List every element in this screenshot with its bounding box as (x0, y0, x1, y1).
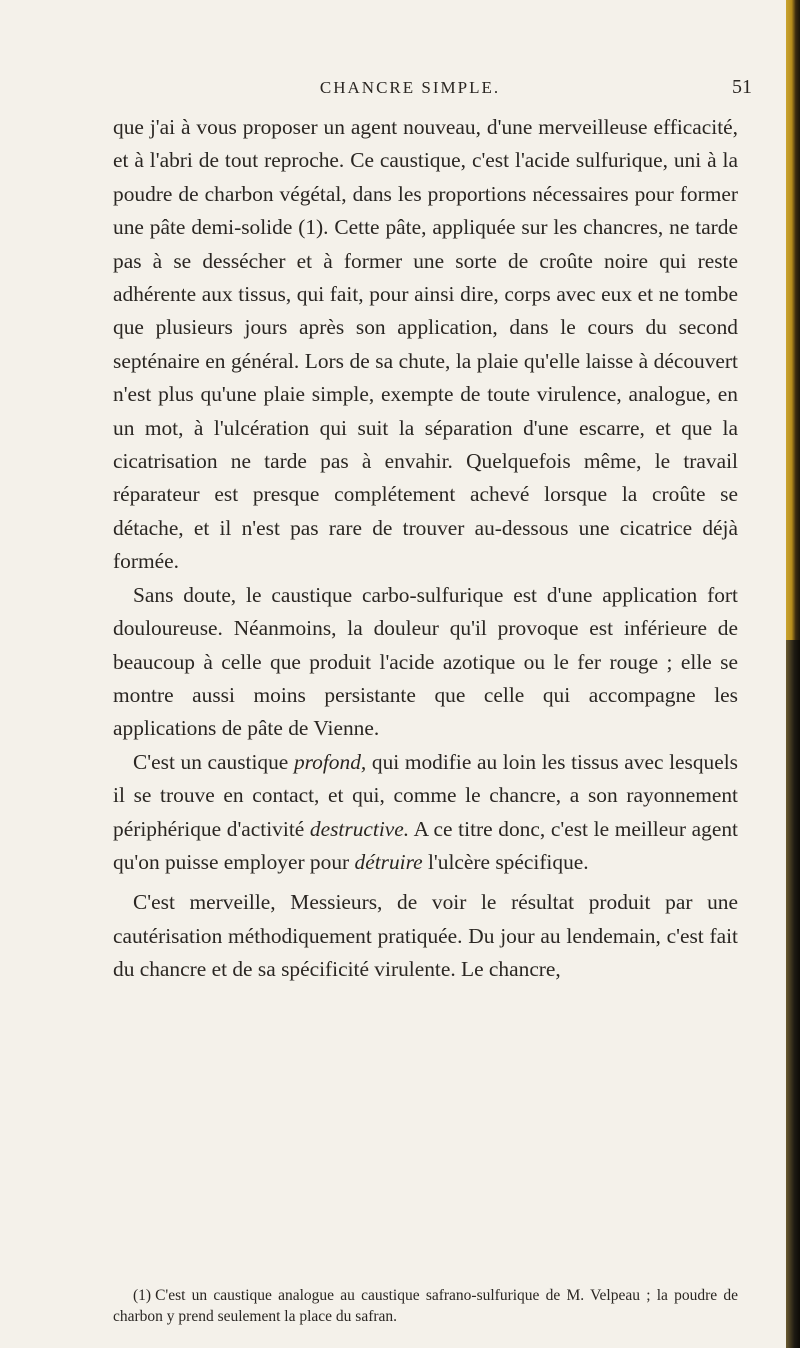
paragraph-2 (113, 579, 738, 746)
paragraph-3-text-mid2: A ce titre donc, c'est le meilleur agent qu'on puisse employer pour (113, 816, 738, 874)
paragraph-3-text-start: C'est un caustique (133, 749, 294, 774)
footnote-text: C'est un caustique analogue au caustique safrano-sulfurique de M. Velpeau ; la poudre de charbon y prend seulement la place du safran. (113, 1287, 738, 1325)
paragraph-2-text: Sans doute, le caustique carbo-sulfurique est d'une application fort douloureuse. Néanmoins, la douleur qu'il provoque est inférieure de beaucoup à celle que produit l'acide azotique ou le fer rouge ; elle se montre aussi moins persistante que celle qui accompagne les applications de pâte de Vienne. (113, 582, 738, 741)
body-text (113, 111, 738, 987)
emphasis-profond: profond, (293, 749, 367, 774)
emphasis-detruire: détruire (354, 849, 423, 874)
emphasis-destructive: destructive. (309, 816, 410, 841)
footnote-label: (1) (133, 1287, 152, 1304)
paragraph-3-text-mid1: qui modifie au loin les tissus avec lesquels il se trouve en contact, et qui, comme le chancre, a son rayonnement périphérique d'activité (113, 749, 738, 841)
paragraph-4 (113, 886, 738, 986)
paragraph-1-text: que j'ai à vous proposer un agent nouveau, d'une merveilleuse efficacité, et à l'abri de tout reproche. Ce caustique, c'est l'acide sulfurique, uni à la poudre de charbon végétal, dans les proportions nécessaires pour former une pâte demi-solide (1). Cette pâte, appliquée sur les chancres, ne tarde pas à se dessécher et à former une sorte de croûte noire qui reste adhérente aux tissus, qui fait, pour ainsi dire, corps avec eux et ne tombe que plusieurs jours après son application, dans le cours du second septénaire en général. Lors de sa chute, la plaie qu'elle laisse à découvert n'est plus qu'une plaie simple, exempte de toute virulence, analogue, en un mot, à l'ulcération qui suit la séparation d'une escarre, et que la cicatrisation ne tarde pas à envahir. Quelquefois même, le travail réparateur est presque complétement achevé lorsque la croûte se détache, et il n'est pas rare de trouver au-dessous une cicatrice déjà formée. (113, 115, 738, 574)
book-edge-strip (786, 0, 800, 1348)
paragraph-3-text-end: l'ulcère spécifique. (422, 849, 589, 874)
running-title: CHANCRE SIMPLE. (319, 78, 501, 97)
paragraph-4-text: C'est merveille, Messieurs, de voir le résultat produit par une cautérisation méthodiquement pratiquée. Du jour au lendemain, c'est fait du chancre et de sa spécificité virulente. Le chancre, (113, 890, 738, 982)
paragraph-1 (113, 111, 738, 579)
page-number: 51 (732, 76, 752, 98)
paragraph-3 (113, 746, 738, 880)
footnote (113, 1285, 738, 1327)
page-header (0, 78, 800, 108)
